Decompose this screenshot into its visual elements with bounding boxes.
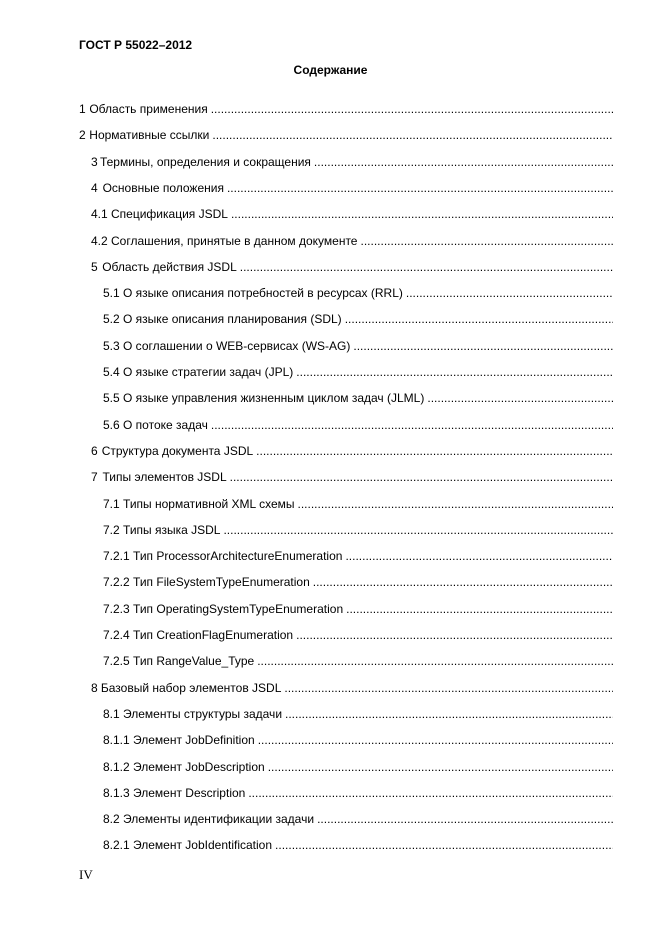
toc-entry-number: 7 (91, 470, 98, 484)
toc-dot-leader (314, 155, 613, 169)
toc-entry[interactable] (79, 102, 613, 116)
toc-entry-label: 8.2 Элементы идентификации задачи (103, 812, 315, 826)
toc-entry[interactable] (103, 812, 613, 826)
toc-entry-label: 7.2 Типы языка JSDL (103, 523, 221, 537)
toc-entry-number: 5 (91, 260, 98, 274)
toc-entry[interactable] (103, 733, 613, 747)
toc-entry[interactable] (103, 286, 613, 300)
toc-entry[interactable] (103, 365, 613, 379)
toc-dot-leader (313, 575, 613, 589)
toc-entry-label: Область действия JSDL (102, 260, 237, 274)
toc-entry[interactable] (103, 786, 613, 800)
toc-entry-label: 5.5 О языке управления жизненным циклом задач (JLML) (103, 391, 425, 405)
toc-entry-number: 2 (79, 128, 86, 142)
toc-entry-label: 5.1 О языке описания потребностей в ресурсах (RRL) (103, 286, 403, 300)
page-number: IV (79, 867, 93, 882)
toc-dot-leader (296, 365, 613, 379)
toc-dot-leader (360, 234, 613, 248)
toc-dot-leader (346, 602, 613, 616)
toc-dot-leader (345, 312, 613, 326)
toc-entry-label: 7.2.5 Тип RangeValue_Type (103, 654, 255, 668)
toc-dot-leader (296, 628, 613, 642)
toc-entry-label: 5.6 О потоке задач (103, 418, 208, 432)
toc-dot-leader (258, 733, 613, 747)
toc-entry-label: 5.3 О соглашении о WEB-сервисах (WS-AG) (103, 339, 351, 353)
toc-entry[interactable] (103, 654, 613, 668)
toc-entry-label: Термины, определения и сокращения (99, 155, 311, 169)
toc-entry[interactable] (103, 391, 613, 405)
toc-entry[interactable] (91, 234, 613, 248)
toc-entry-number: 3 (91, 155, 98, 169)
toc-dot-leader (231, 207, 613, 221)
toc-entry-label: Нормативные ссылки (89, 128, 210, 142)
toc-entry[interactable] (91, 207, 613, 221)
toc-entry[interactable] (103, 497, 613, 511)
toc-entry[interactable] (91, 260, 613, 274)
toc-dot-leader (406, 286, 613, 300)
toc-entry-label: 4.1 Спецификация JSDL (91, 207, 228, 221)
toc-dot-leader (268, 760, 613, 774)
toc-entry-label: 7.2.4 Тип CreationFlagEnumeration (103, 628, 294, 642)
toc-dot-leader (248, 786, 613, 800)
toc-dot-leader (256, 444, 613, 458)
toc-entry-number: 4 (91, 181, 98, 195)
toc-entry[interactable] (91, 681, 613, 695)
toc-dot-leader (427, 391, 613, 405)
toc-entry[interactable] (91, 155, 613, 169)
page-title: Содержание (293, 63, 368, 77)
toc-dot-leader (211, 102, 613, 116)
toc-dot-leader (212, 128, 613, 142)
toc-entry-label: Основные положения (102, 181, 224, 195)
toc-entry[interactable] (103, 628, 613, 642)
toc-dot-leader (298, 497, 613, 511)
toc-dot-leader (227, 181, 613, 195)
toc-entry-label: 7.1 Типы нормативной XML схемы (103, 497, 295, 511)
toc-dot-leader (275, 838, 613, 852)
toc-dot-leader (257, 654, 613, 668)
toc-dot-leader (240, 260, 613, 274)
toc-entry-label: 8.1.1 Элемент JobDefinition (103, 733, 255, 747)
toc-entry[interactable] (103, 838, 613, 852)
toc-entry-number: 8 (91, 681, 98, 695)
toc-dot-leader (230, 470, 613, 484)
toc-entry-label: 8.1 Элементы структуры задачи (103, 707, 283, 721)
toc-entry-label: Типы элементов JSDL (102, 470, 227, 484)
toc-dot-leader (284, 681, 613, 695)
toc-dot-leader (345, 549, 613, 563)
toc-entry-label: 7.2.3 Тип OperatingSystemTypeEnumeration (103, 602, 344, 616)
toc-entry[interactable] (103, 602, 613, 616)
toc-entry-label: Базовый набор элементов JSDL (100, 681, 282, 695)
toc-entry[interactable] (79, 128, 613, 142)
toc-dot-leader (317, 812, 613, 826)
toc-dot-leader (285, 707, 613, 721)
toc-entry-number: 1 (79, 102, 86, 116)
toc-entry[interactable] (103, 312, 613, 326)
toc-entry-number: 6 (91, 444, 98, 458)
toc-entry[interactable] (91, 470, 613, 484)
toc-entry[interactable] (103, 523, 613, 537)
toc-entry[interactable] (103, 418, 613, 432)
toc-entry-label: 7.2.1 Тип ProcessorArchitectureEnumeration (103, 549, 343, 563)
toc-entry-label: 8.1.2 Элемент JobDescription (103, 760, 265, 774)
toc-entry-label: 8.2.1 Элемент JobIdentification (103, 838, 273, 852)
toc-entry-label: 4.2 Соглашения, принятые в данном документе (91, 234, 358, 248)
toc-entry[interactable] (103, 549, 613, 563)
toc-entry-label: Область применения (89, 102, 208, 116)
toc-dot-leader (223, 523, 613, 537)
toc-entry[interactable] (91, 181, 613, 195)
toc-entry[interactable] (103, 707, 613, 721)
toc-entry-label: Структура документа JSDL (101, 444, 254, 458)
toc-entry[interactable] (91, 444, 613, 458)
toc-entry[interactable] (103, 760, 613, 774)
toc-entry-label: 5.4 О языке стратегии задач (JPL) (103, 365, 294, 379)
toc-entry-label: 8.1.3 Элемент Description (103, 786, 246, 800)
toc-entry-label: 7.2.2 Тип FileSystemTypeEnumeration (103, 575, 310, 589)
toc-dot-leader (353, 339, 613, 353)
toc-entry-label: 5.2 О языке описания планирования (SDL) (103, 312, 342, 326)
document-code: ГОСТ Р 55022–2012 (79, 38, 193, 52)
toc-entry[interactable] (103, 575, 613, 589)
toc-dot-leader (211, 418, 613, 432)
toc-entry[interactable] (103, 339, 613, 353)
